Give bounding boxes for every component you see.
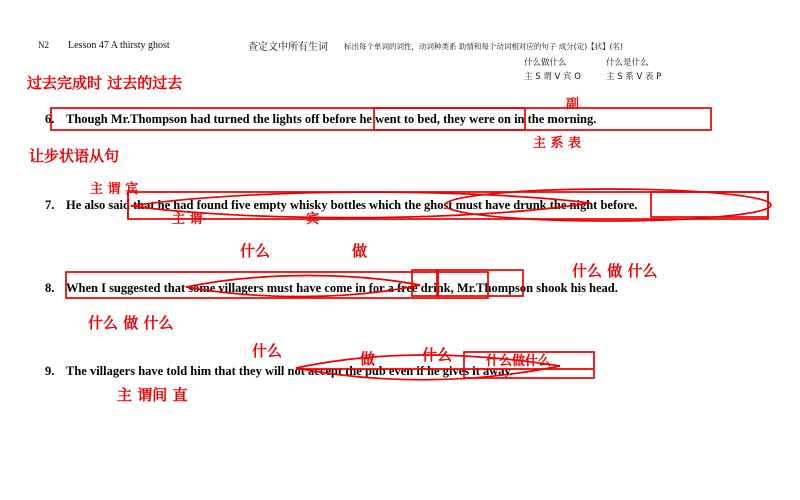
annotation-s-v-p: 主 系 表 — [533, 136, 582, 151]
annotation-what-do-what-3: 什么做什么 — [486, 354, 552, 369]
annotation-what-1: 什么 — [240, 242, 271, 260]
sentence-8-number: 8. — [45, 281, 55, 295]
annotation-concessive-clause: 让步状语从句 — [29, 147, 120, 165]
legend-what-is-what: 什么是什么 — [606, 58, 649, 68]
instruction-sub: 标出每个单词的词性，动词种类系 助情和每个动词相对应的句子 成分(定)【状】(名) — [344, 42, 623, 51]
annotation-do-2: 做 — [360, 350, 376, 368]
annotation-s-v-o-1: 主 谓 宾 — [90, 182, 139, 197]
legend-svp: 主 S 系 V 表 P — [606, 72, 662, 82]
annotation-s-v-2: 主 谓 — [172, 212, 203, 227]
annotation-object-2: 宾 — [306, 212, 320, 227]
sentence-9-number: 9. — [45, 364, 55, 378]
page-code: N2 — [38, 40, 49, 50]
sentence-9-text: The villagers have told him that they will not accept the pub even if he gives it away. — [66, 364, 514, 378]
sentence-7-number: 7. — [45, 198, 55, 212]
sentence-8-text: When I suggested that some villagers must have come in for a free drink, Mr.Thompson shook his head. — [66, 281, 618, 295]
annotation-adverb: 副 — [566, 97, 580, 112]
annotation-past-perfect: 过去完成时 过去的过去 — [27, 74, 183, 92]
lesson-title: Lesson 47 A thirsty ghost — [68, 40, 170, 51]
legend-what-does-what: 什么做什么 — [524, 58, 567, 68]
annotation-what-do-what-1: 什么 做 什么 — [572, 262, 658, 280]
sentence-6-number: 6. — [45, 112, 55, 126]
instruction-main: 查定文中所有生词 — [248, 42, 328, 53]
sentence-6-text: Though Mr.Thompson had turned the lights off before he went to bed, they were on in the morning. — [66, 112, 597, 126]
annotation-what-do-what-2: 什么 做 什么 — [88, 314, 174, 332]
box-s7-night-before — [651, 192, 768, 217]
annotation-what-2: 什么 — [252, 342, 283, 360]
annotation-do-1: 做 — [352, 242, 368, 260]
sentence-7-text: He also said that he had found five empty whisky bottles which the ghost must have drunk the night before. — [66, 198, 638, 212]
annotation-what-3: 什么 — [422, 346, 453, 364]
annotation-s-v-io-do: 主 谓间 直 — [117, 386, 188, 404]
legend-svo: 主 S 谓 V 宾 O — [524, 72, 581, 82]
